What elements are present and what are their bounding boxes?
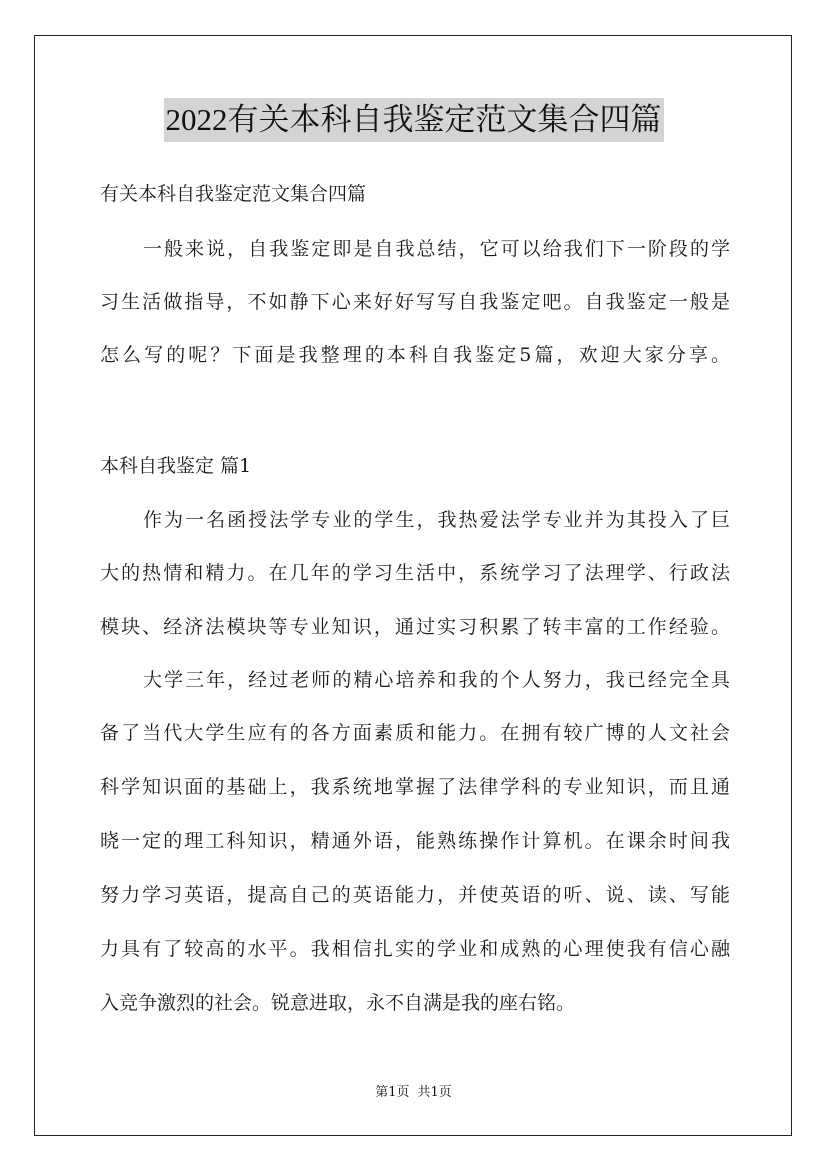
page-footer <box>0 1084 827 1102</box>
document-subtitle: 有关本科自我鉴定范文集合四篇 <box>100 183 367 205</box>
para2-line-7: 入竞争激烈的社会。锐意进取，永不自满是我的座右铭。 <box>100 992 576 1014</box>
para2-line-2: 备了当代大学生应有的各方面素质和能力。在拥有较广博的人文社会 <box>100 722 730 744</box>
page-number-current: 第1页 <box>375 1085 410 1100</box>
para2-line-4: 晓一定的理工科知识，精通外语，能熟练操作计算机。在课余时间我 <box>100 830 730 852</box>
title-container <box>0 98 827 142</box>
para2-line-3: 科学知识面的基础上，我系统地掌握了法律学科的专业知识，而且通 <box>100 776 730 798</box>
page-number-total: 共1页 <box>417 1085 452 1100</box>
intro-line-1: 一般来说，自我鉴定即是自我总结，它可以给我们下一阶段的学 <box>143 238 730 260</box>
intro-line-3: 怎么写的呢？下面是我整理的本科自我鉴定5篇，欢迎大家分享。 <box>100 344 730 366</box>
para2-line-1: 大学三年，经过老师的精心培养和我的个人努力，我已经完全具 <box>143 669 730 691</box>
para1-line-2: 大的热情和精力。在几年的学习生活中，系统学习了法理学、行政法 <box>100 562 730 584</box>
document-title: 2022有关本科自我鉴定范文集合四篇 <box>164 98 664 142</box>
para2-line-5: 努力学习英语，提高自己的英语能力，并使英语的听、说、读、写能 <box>100 884 730 906</box>
para1-line-1: 作为一名函授法学专业的学生，我热爱法学专业并为其投入了巨 <box>143 509 730 531</box>
intro-line-2: 习生活做指导，不如静下心来好好写写自我鉴定吧。自我鉴定一般是 <box>100 291 730 313</box>
para2-line-6: 力具有了较高的水平。我相信扎实的学业和成熟的心理使我有信心融 <box>100 938 730 960</box>
section-heading: 本科自我鉴定 篇1 <box>100 455 252 477</box>
para1-line-3: 模块、经济法模块等专业知识，通过实习积累了转丰富的工作经验。 <box>100 616 730 638</box>
